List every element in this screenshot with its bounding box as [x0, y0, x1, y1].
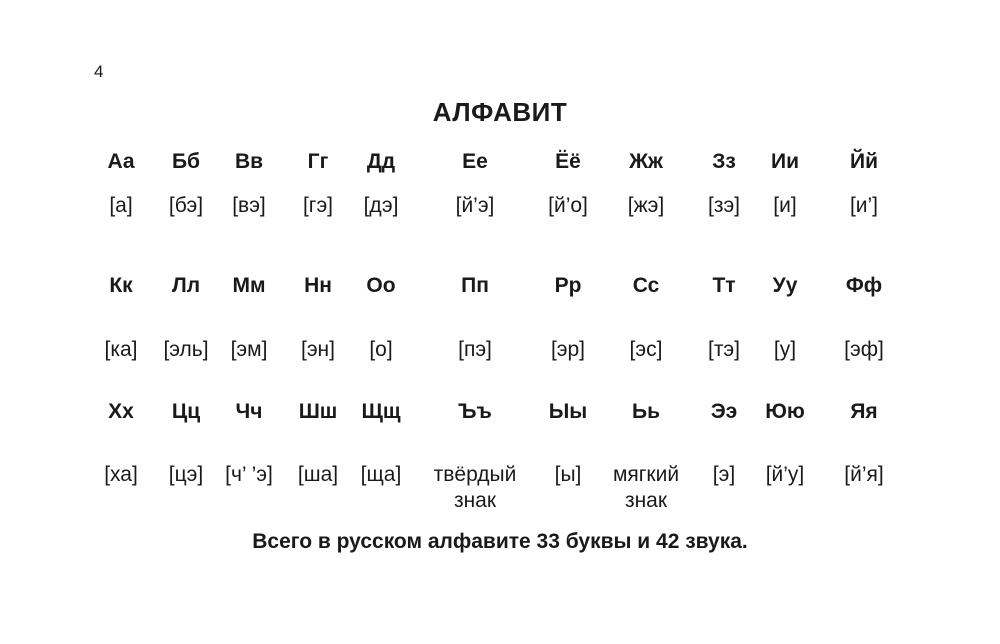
sound-cell: [а] — [109, 194, 133, 217]
sound-cell: [й’о] — [548, 194, 588, 217]
sound-cell: [й’э] — [455, 194, 495, 217]
sound-cell: [и’] — [849, 194, 879, 217]
sound-cell: [бэ] — [168, 194, 204, 217]
letter-cell: Уу — [772, 274, 798, 297]
letter-cell: Чч — [235, 400, 263, 423]
letter-cell: Пп — [461, 274, 489, 297]
letter-cell: Фф — [845, 274, 883, 297]
letter-cell: Ёё — [555, 150, 581, 173]
page-number: 4 — [94, 62, 104, 81]
sound-cell: [ы] — [554, 463, 582, 486]
letter-cell: Йй — [849, 150, 878, 173]
sound-cell: [ч’ ’э] — [225, 463, 273, 486]
letter-cell: Дд — [366, 150, 396, 173]
letter-cell: Аа — [107, 150, 135, 173]
sound-cell: [и] — [773, 194, 797, 217]
sound-cell: твёрдый знак — [433, 463, 517, 512]
letter-cell: Кк — [109, 274, 133, 297]
letter-cell: Шш — [298, 400, 338, 423]
sound-cell: [эн] — [301, 338, 335, 361]
sound-cell: [цэ] — [168, 463, 204, 486]
sound-cell: [гэ] — [302, 194, 334, 217]
letter-cell: Зз — [712, 150, 736, 173]
letter-cell: Юю — [765, 400, 805, 423]
letter-cell: Сс — [632, 274, 660, 297]
letter-cell: Яя — [850, 400, 878, 423]
sound-cell: [эс] — [629, 338, 663, 361]
sound-cell: [ша] — [297, 463, 339, 486]
sound-cell: [ха] — [104, 463, 138, 486]
sound-cell: [пэ] — [458, 338, 492, 361]
sound-cell: [вэ] — [232, 194, 266, 217]
letter-cell: Жж — [629, 150, 663, 173]
sound-cell: [эль] — [163, 338, 209, 361]
sound-cell: [эм] — [230, 338, 268, 361]
letter-cell: Мм — [232, 274, 266, 297]
letter-cell: Вв — [234, 150, 264, 173]
sound-cell: [тэ] — [707, 338, 740, 361]
sound-cell: [дэ] — [363, 194, 399, 217]
letter-cell: Ъъ — [458, 400, 492, 423]
page-title: АЛФАВИТ — [432, 97, 568, 127]
letter-cell: Ээ — [710, 400, 738, 423]
letter-cell: Тт — [712, 274, 736, 297]
sound-cell: [э] — [712, 463, 736, 486]
sound-cell: [ка] — [104, 338, 138, 361]
sound-cell: [й’я] — [844, 463, 884, 486]
letter-cell: Бб — [171, 150, 201, 173]
letter-cell: Ее — [462, 150, 488, 173]
sound-cell: [эр] — [550, 338, 586, 361]
letter-cell: Ии — [770, 150, 799, 173]
sound-cell: [зэ] — [707, 194, 740, 217]
letter-cell: Ьь — [631, 400, 660, 423]
sound-cell: мягкий знак — [612, 463, 680, 512]
letter-cell: Хх — [108, 400, 134, 423]
letter-cell: Оо — [366, 274, 396, 297]
sound-cell: [о] — [369, 338, 393, 361]
letter-cell: Нн — [304, 274, 332, 297]
summary-text: Всего в русском алфавите 33 буквы и 42 звука. — [252, 530, 748, 553]
letter-cell: Цц — [171, 400, 201, 423]
sound-cell: [жэ] — [627, 194, 665, 217]
letter-cell: Лл — [171, 274, 201, 297]
letter-cell: Ыы — [548, 400, 588, 423]
sound-cell: [ща] — [360, 463, 402, 486]
sound-cell: [эф] — [844, 338, 884, 361]
letter-cell: Щщ — [361, 400, 401, 423]
letter-cell: Гг — [307, 150, 329, 173]
sound-cell: [й’у] — [765, 463, 805, 486]
sound-cell: [у] — [773, 338, 797, 361]
letter-cell: Рр — [554, 274, 582, 297]
